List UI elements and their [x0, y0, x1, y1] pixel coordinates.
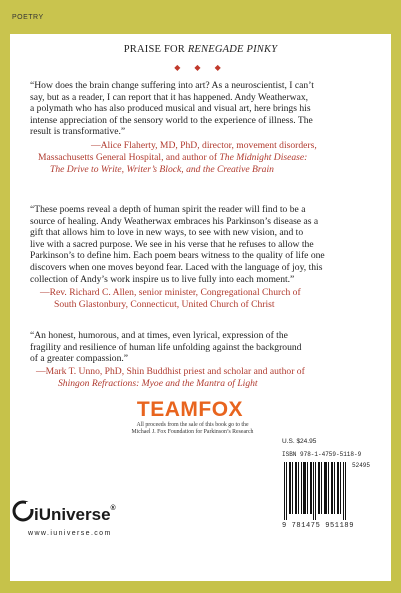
attribution-line [50, 164, 274, 176]
blurb-line: say, but as a reader, I can report that it has happened. Andy Weatherwax, [30, 91, 309, 103]
blurb-line: “These poems reveal a depth of human spirit the reader will find to be a [30, 204, 306, 215]
blurb-line: result is transformative.” [30, 126, 126, 138]
blurb-line: fragility and resilience of human life unfolding against the background [30, 341, 302, 353]
blurb-line: intense appreciation of the sensory world to the experience of illness. The [30, 114, 313, 126]
blurb-line: “How does the brain change suffering into art? As a neuroscientist, I can’t [30, 80, 314, 91]
blurb-line: gift that allows him to love in new ways, to see with new vision, and to [30, 227, 304, 239]
attribution-line: —Alice Flaherty, MD, PhD, director, movement disorders, [91, 140, 317, 151]
diamond-ornament: ◆ ◆ ◆ [174, 63, 227, 72]
blurb-allen [30, 204, 375, 285]
attribution-line: —Rev. Richard C. Allen, senior minister, Congregational Church of [40, 287, 301, 298]
isbn-label: ISBN 978-1-4759-5118-9 [282, 451, 362, 458]
blurb-unno [30, 330, 375, 365]
blurb-line: of a greater compassion.” [30, 353, 129, 365]
category-label: POETRY [12, 14, 44, 21]
attribution-line: South Glastonbury, Connecticut, United Church of Christ [54, 299, 275, 310]
praise-book-title: RENEGADE PINKY [187, 44, 278, 55]
book-title-reference: The Midnight Disease: [219, 152, 308, 163]
blurb-line: live with a sacred purpose. We see in his verse that he refuses to allow the [30, 238, 314, 250]
attribution-text: Massachusetts General Hospital, and author of [38, 152, 220, 163]
book-title-reference: Shingon Refractions: Myoe and the Mantra of Light [58, 378, 258, 389]
blurb-line: discovers when one moves beyond fear. Laced with the language of joy, this [30, 261, 323, 273]
blurb-line: collection of Andy’s work inspire us to live fully into each moment.” [30, 273, 295, 285]
blurb-line: source of healing. Andy Weatherwax embraces his Parkinson’s disease as a [30, 215, 319, 227]
publisher-name [34, 505, 116, 525]
isbn-barcode-icon [282, 462, 348, 520]
proceeds-note-line: All proceeds from the sale of this book go to the [136, 422, 249, 428]
teamfox-logo: TEAMFOX [136, 398, 244, 421]
blurb-line: “An honest, humorous, and at times, even lyrical, expression of the [30, 330, 288, 341]
praise-prefix: PRAISE FOR [123, 44, 188, 55]
publisher-name-text: iUniverse [34, 505, 111, 524]
blurb-line: a polymath who has also produced musical and visual art, here brings his [30, 103, 311, 115]
proceeds-note-line: Michael J. Fox Foundation for Parkinson’s Research [131, 429, 254, 436]
barcode-graphic [282, 462, 348, 525]
attribution-line: —Mark T. Unno, PhD, Shin Buddhist priest and scholar and author of [36, 366, 305, 377]
attribution-line [58, 378, 258, 390]
price-code: 52495 [352, 462, 371, 469]
blurb-line: Parkinson’s to define him. Each poem bears witness to the quality of life one [30, 250, 325, 262]
blurb-flaherty [30, 80, 375, 138]
praise-heading [10, 44, 391, 55]
proceeds-note [100, 422, 285, 436]
trademark-symbol: ® [110, 505, 116, 512]
barcode-digits: 9 781475 951189 [282, 522, 355, 530]
publisher-url: www.iuniverse.com [28, 530, 112, 537]
price-label: U.S. $24.95 [282, 438, 317, 445]
iuniverse-logo [12, 500, 34, 527]
book-title-reference: The Drive to Write, Writer’s Block, and the Creative Brain [50, 164, 274, 175]
attribution-line [38, 152, 307, 164]
iuniverse-swirl-icon [12, 500, 34, 522]
